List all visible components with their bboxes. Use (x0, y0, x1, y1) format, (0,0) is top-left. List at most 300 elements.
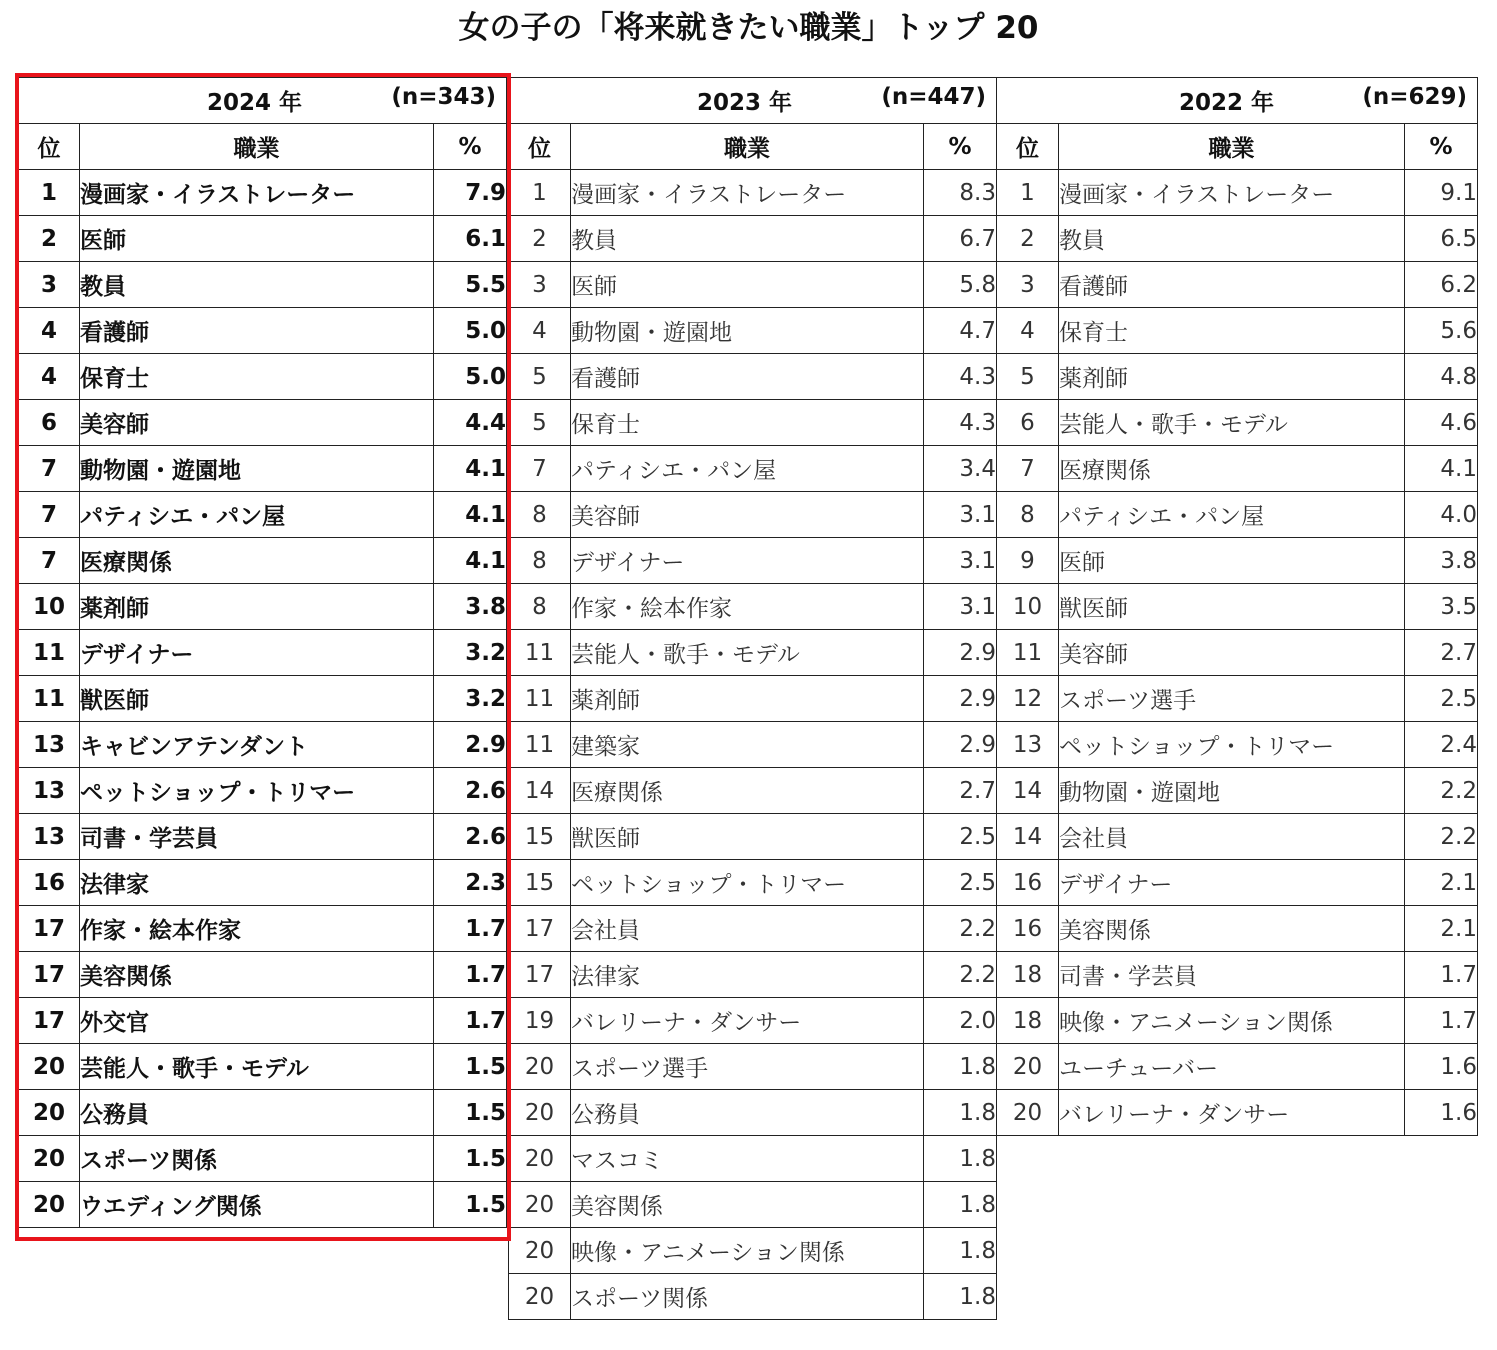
job-cell: 法律家 (80, 860, 434, 906)
percent-cell: 6.2 (1405, 262, 1478, 308)
job-cell: スポーツ関係 (571, 1274, 924, 1320)
table-row (509, 1090, 997, 1136)
rank-cell: 7 (19, 538, 80, 584)
table-row (997, 308, 1478, 354)
table-row (19, 768, 507, 814)
table-row (997, 446, 1478, 492)
table-row (997, 676, 1478, 722)
job-cell: 薬剤師 (571, 676, 924, 722)
job-cell: 会社員 (1059, 814, 1405, 860)
job-cell: 法律家 (571, 952, 924, 998)
job-cell: キャビンアテンダント (80, 722, 434, 768)
table-row (509, 262, 997, 308)
rank-cell: 13 (19, 722, 80, 768)
percent-cell: 4.3 (924, 354, 997, 400)
table-row (509, 906, 997, 952)
percent-cell: 2.1 (1405, 860, 1478, 906)
table-row (997, 860, 1478, 906)
job-cell: 獣医師 (1059, 584, 1405, 630)
rank-cell: 20 (19, 1136, 80, 1182)
job-cell: 獣医師 (571, 814, 924, 860)
year-header (509, 78, 997, 124)
table-row (509, 584, 997, 630)
percent-cell: 3.2 (434, 676, 507, 722)
table-row (997, 814, 1478, 860)
percent-cell: 3.4 (924, 446, 997, 492)
table-row (997, 400, 1478, 446)
table-row (997, 216, 1478, 262)
table-row (19, 722, 507, 768)
column-header-row (509, 124, 997, 170)
percent-cell: 4.3 (924, 400, 997, 446)
job-cell: 美容師 (1059, 630, 1405, 676)
rank-cell: 20 (19, 1044, 80, 1090)
table-row (509, 768, 997, 814)
percent-cell: 2.5 (924, 814, 997, 860)
sample-size: (n=447) (881, 84, 986, 110)
table-row (997, 354, 1478, 400)
rank-cell: 13 (997, 722, 1059, 768)
rank-cell: 10 (19, 584, 80, 630)
year-label: 2024 年 (207, 90, 303, 116)
table-row (19, 354, 507, 400)
table-row (509, 1228, 997, 1274)
percent-cell: 4.6 (1405, 400, 1478, 446)
rank-cell: 11 (509, 630, 571, 676)
percent-cell: 4.1 (434, 538, 507, 584)
job-cell: 映像・アニメーション関係 (1059, 998, 1405, 1044)
rank-cell: 5 (509, 354, 571, 400)
table-row (509, 216, 997, 262)
job-cell: 芸能人・歌手・モデル (1059, 400, 1405, 446)
job-cell: 動物園・遊園地 (1059, 768, 1405, 814)
job-cell: 教員 (1059, 216, 1405, 262)
percent-cell: 1.8 (924, 1228, 997, 1274)
table-row (19, 1182, 507, 1228)
job-cell: 動物園・遊園地 (571, 308, 924, 354)
rank-cell: 2 (509, 216, 571, 262)
table-row (997, 998, 1478, 1044)
rank-cell: 6 (997, 400, 1059, 446)
table-row (19, 860, 507, 906)
table-row (997, 170, 1478, 216)
percent-cell: 6.1 (434, 216, 507, 262)
job-cell: 保育士 (80, 354, 434, 400)
percent-cell: 3.5 (1405, 584, 1478, 630)
rank-cell: 1 (19, 170, 80, 216)
percent-cell: 1.6 (1405, 1044, 1478, 1090)
percent-cell: 2.7 (1405, 630, 1478, 676)
rank-cell: 5 (509, 400, 571, 446)
percent-cell: 1.8 (924, 1182, 997, 1228)
job-cell: スポーツ選手 (571, 1044, 924, 1090)
job-cell: バレリーナ・ダンサー (1059, 1090, 1405, 1136)
job-cell: バレリーナ・ダンサー (571, 998, 924, 1044)
rank-cell: 14 (997, 768, 1059, 814)
rank-cell: 20 (509, 1182, 571, 1228)
rank-cell: 6 (19, 400, 80, 446)
table-row (19, 446, 507, 492)
job-cell: 美容関係 (1059, 906, 1405, 952)
rank-cell: 14 (997, 814, 1059, 860)
job-cell: ペットショップ・トリマー (571, 860, 924, 906)
job-cell: 作家・絵本作家 (571, 584, 924, 630)
page-title: 女の子の「将来就きたい職業」トップ 20 (458, 10, 1039, 46)
percent-cell: 1.7 (434, 906, 507, 952)
rank-cell: 17 (19, 998, 80, 1044)
table-row (509, 814, 997, 860)
percent-cell: 5.8 (924, 262, 997, 308)
job-cell: 司書・学芸員 (80, 814, 434, 860)
job-cell: 獣医師 (80, 676, 434, 722)
job-cell: デザイナー (1059, 860, 1405, 906)
percent-cell: 2.7 (924, 768, 997, 814)
percent-cell: 2.2 (924, 952, 997, 998)
job-header: 職業 (1059, 124, 1405, 170)
percent-cell: 5.5 (434, 262, 507, 308)
job-cell: 医師 (571, 262, 924, 308)
rank-cell: 20 (19, 1182, 80, 1228)
percent-cell: 2.2 (1405, 814, 1478, 860)
rank-cell: 11 (997, 630, 1059, 676)
percent-cell: 1.8 (924, 1090, 997, 1136)
column-header-row (997, 124, 1478, 170)
rank-cell: 20 (509, 1090, 571, 1136)
percent-cell: 5.6 (1405, 308, 1478, 354)
percent-cell: 4.7 (924, 308, 997, 354)
table-row (19, 1044, 507, 1090)
percent-cell: 1.8 (924, 1274, 997, 1320)
job-cell: 保育士 (571, 400, 924, 446)
table-row (19, 492, 507, 538)
table-row (19, 1090, 507, 1136)
rank-cell: 9 (997, 538, 1059, 584)
percent-cell: 1.6 (1405, 1090, 1478, 1136)
rank-cell: 20 (509, 1044, 571, 1090)
table-row (509, 1274, 997, 1320)
rank-cell: 15 (509, 814, 571, 860)
sample-size: (n=343) (391, 84, 496, 110)
rank-cell: 4 (509, 308, 571, 354)
table-row (997, 584, 1478, 630)
job-cell: 教員 (80, 262, 434, 308)
percent-cell: 3.1 (924, 538, 997, 584)
table-row (19, 538, 507, 584)
job-cell: パティシエ・パン屋 (571, 446, 924, 492)
table-row (997, 768, 1478, 814)
percent-cell: 3.1 (924, 584, 997, 630)
percent-cell: 9.1 (1405, 170, 1478, 216)
rank-cell: 20 (509, 1136, 571, 1182)
job-cell: 教員 (571, 216, 924, 262)
rank-cell: 4 (19, 308, 80, 354)
percent-cell: 5.0 (434, 354, 507, 400)
rank-cell: 16 (997, 906, 1059, 952)
percent-cell: 3.8 (1405, 538, 1478, 584)
percent-header: % (434, 124, 507, 170)
percent-cell: 2.9 (924, 676, 997, 722)
rank-cell: 4 (997, 308, 1059, 354)
percent-cell: 7.9 (434, 170, 507, 216)
percent-cell: 4.1 (1405, 446, 1478, 492)
percent-cell: 5.0 (434, 308, 507, 354)
table-row (19, 308, 507, 354)
year-header (19, 78, 507, 124)
job-cell: ウエディング関係 (80, 1182, 434, 1228)
percent-cell: 1.8 (924, 1136, 997, 1182)
percent-header: % (1405, 124, 1478, 170)
ranking-table-2024 (18, 77, 507, 1228)
percent-cell: 2.6 (434, 814, 507, 860)
percent-cell: 1.7 (1405, 952, 1478, 998)
job-cell: ペットショップ・トリマー (1059, 722, 1405, 768)
percent-cell: 2.2 (924, 906, 997, 952)
percent-cell: 2.5 (924, 860, 997, 906)
job-cell: 薬剤師 (1059, 354, 1405, 400)
rank-cell: 20 (997, 1090, 1059, 1136)
year-label: 2023 年 (697, 90, 793, 116)
job-cell: 外交官 (80, 998, 434, 1044)
table-row (509, 630, 997, 676)
job-cell: 公務員 (571, 1090, 924, 1136)
percent-cell: 2.4 (1405, 722, 1478, 768)
rank-cell: 20 (509, 1228, 571, 1274)
percent-header: % (924, 124, 997, 170)
job-cell: 作家・絵本作家 (80, 906, 434, 952)
job-cell: 美容関係 (80, 952, 434, 998)
rank-cell: 11 (509, 722, 571, 768)
table-row (19, 262, 507, 308)
rank-cell: 16 (19, 860, 80, 906)
table-row (509, 1136, 997, 1182)
rank-cell: 17 (509, 906, 571, 952)
job-cell: パティシエ・パン屋 (80, 492, 434, 538)
table-row (997, 906, 1478, 952)
job-cell: ユーチューバー (1059, 1044, 1405, 1090)
rank-cell: 1 (997, 170, 1059, 216)
table-row (19, 814, 507, 860)
percent-cell: 1.7 (434, 998, 507, 1044)
table-row (19, 906, 507, 952)
table-row (509, 722, 997, 768)
percent-cell: 4.4 (434, 400, 507, 446)
percent-cell: 2.1 (1405, 906, 1478, 952)
rank-cell: 16 (997, 860, 1059, 906)
job-cell: 司書・学芸員 (1059, 952, 1405, 998)
rank-cell: 17 (509, 952, 571, 998)
job-cell: 美容師 (80, 400, 434, 446)
percent-cell: 3.8 (434, 584, 507, 630)
table-row (509, 400, 997, 446)
percent-cell: 1.5 (434, 1182, 507, 1228)
percent-cell: 2.9 (924, 722, 997, 768)
year-header-row (19, 78, 507, 124)
rank-cell: 3 (997, 262, 1059, 308)
percent-cell: 1.5 (434, 1044, 507, 1090)
job-cell: 医療関係 (1059, 446, 1405, 492)
table-row (997, 492, 1478, 538)
percent-cell: 6.5 (1405, 216, 1478, 262)
table-row (19, 216, 507, 262)
job-cell: デザイナー (571, 538, 924, 584)
percent-cell: 2.6 (434, 768, 507, 814)
percent-cell: 4.0 (1405, 492, 1478, 538)
job-cell: スポーツ関係 (80, 1136, 434, 1182)
rank-cell: 20 (997, 1044, 1059, 1090)
percent-cell: 4.1 (434, 492, 507, 538)
rank-header: 位 (509, 124, 571, 170)
table-row (997, 538, 1478, 584)
percent-cell: 6.7 (924, 216, 997, 262)
rank-cell: 7 (997, 446, 1059, 492)
rank-cell: 1 (509, 170, 571, 216)
ranking-table-2022 (996, 77, 1478, 1136)
job-cell: 動物園・遊園地 (80, 446, 434, 492)
rank-cell: 8 (509, 584, 571, 630)
table-row (19, 584, 507, 630)
rank-cell: 12 (997, 676, 1059, 722)
rank-cell: 14 (509, 768, 571, 814)
table-row (509, 170, 997, 216)
sample-size: (n=629) (1362, 84, 1467, 110)
rank-cell: 17 (19, 906, 80, 952)
rank-cell: 7 (19, 446, 80, 492)
percent-cell: 2.9 (924, 630, 997, 676)
job-cell: 芸能人・歌手・モデル (80, 1044, 434, 1090)
job-cell: 芸能人・歌手・モデル (571, 630, 924, 676)
rank-cell: 17 (19, 952, 80, 998)
rank-header: 位 (997, 124, 1059, 170)
table-row (509, 998, 997, 1044)
table-row (997, 1090, 1478, 1136)
rank-cell: 13 (19, 768, 80, 814)
rank-cell: 20 (19, 1090, 80, 1136)
year-header-row (997, 78, 1478, 124)
table-row (509, 952, 997, 998)
job-cell: 会社員 (571, 906, 924, 952)
rank-cell: 13 (19, 814, 80, 860)
percent-cell: 4.1 (434, 446, 507, 492)
rank-cell: 8 (997, 492, 1059, 538)
job-cell: 漫画家・イラストレーター (1059, 170, 1405, 216)
rank-cell: 20 (509, 1274, 571, 1320)
table-row (997, 262, 1478, 308)
rank-cell: 11 (19, 630, 80, 676)
percent-cell: 8.3 (924, 170, 997, 216)
year-header (997, 78, 1478, 124)
rank-cell: 18 (997, 952, 1059, 998)
rank-cell: 2 (997, 216, 1059, 262)
job-cell: 医師 (1059, 538, 1405, 584)
rank-cell: 10 (997, 584, 1059, 630)
percent-cell: 2.9 (434, 722, 507, 768)
table-row (19, 998, 507, 1044)
percent-cell: 2.2 (1405, 768, 1478, 814)
job-cell: 漫画家・イラストレーター (571, 170, 924, 216)
table-row (509, 860, 997, 906)
job-cell: 建築家 (571, 722, 924, 768)
percent-cell: 1.7 (1405, 998, 1478, 1044)
rank-cell: 11 (19, 676, 80, 722)
job-cell: 薬剤師 (80, 584, 434, 630)
job-cell: 映像・アニメーション関係 (571, 1228, 924, 1274)
job-cell: 看護師 (1059, 262, 1405, 308)
rank-cell: 19 (509, 998, 571, 1044)
rank-cell: 11 (509, 676, 571, 722)
job-cell: 美容関係 (571, 1182, 924, 1228)
table-row (509, 1044, 997, 1090)
table-row (509, 538, 997, 584)
job-cell: パティシエ・パン屋 (1059, 492, 1405, 538)
column-header-row (19, 124, 507, 170)
rank-cell: 8 (509, 492, 571, 538)
job-cell: 公務員 (80, 1090, 434, 1136)
job-cell: 看護師 (571, 354, 924, 400)
rank-cell: 3 (19, 262, 80, 308)
job-cell: スポーツ選手 (1059, 676, 1405, 722)
rank-cell: 4 (19, 354, 80, 400)
job-cell: 医療関係 (571, 768, 924, 814)
table-row (997, 952, 1478, 998)
percent-cell: 1.5 (434, 1090, 507, 1136)
percent-cell: 1.8 (924, 1044, 997, 1090)
table-row (19, 1136, 507, 1182)
table-row (509, 354, 997, 400)
table-row (19, 400, 507, 446)
job-cell: 美容師 (571, 492, 924, 538)
rank-cell: 18 (997, 998, 1059, 1044)
table-row (19, 676, 507, 722)
percent-cell: 1.7 (434, 952, 507, 998)
job-cell: 医療関係 (80, 538, 434, 584)
job-cell: 看護師 (80, 308, 434, 354)
table-row (509, 492, 997, 538)
job-header: 職業 (571, 124, 924, 170)
job-cell: 保育士 (1059, 308, 1405, 354)
rank-cell: 8 (509, 538, 571, 584)
rank-cell: 3 (509, 262, 571, 308)
percent-cell: 2.3 (434, 860, 507, 906)
percent-cell: 3.2 (434, 630, 507, 676)
percent-cell: 3.1 (924, 492, 997, 538)
rank-cell: 7 (509, 446, 571, 492)
rank-cell: 2 (19, 216, 80, 262)
job-cell: マスコミ (571, 1136, 924, 1182)
ranking-table-2023 (508, 77, 997, 1320)
rank-cell: 7 (19, 492, 80, 538)
rank-cell: 5 (997, 354, 1059, 400)
job-cell: デザイナー (80, 630, 434, 676)
table-row (19, 630, 507, 676)
percent-cell: 1.5 (434, 1136, 507, 1182)
job-cell: ペットショップ・トリマー (80, 768, 434, 814)
table-row (997, 1044, 1478, 1090)
table-row (509, 676, 997, 722)
year-label: 2022 年 (1179, 90, 1275, 116)
job-cell: 漫画家・イラストレーター (80, 170, 434, 216)
percent-cell: 2.0 (924, 998, 997, 1044)
table-row (997, 630, 1478, 676)
table-row (19, 952, 507, 998)
table-row (509, 308, 997, 354)
percent-cell: 4.8 (1405, 354, 1478, 400)
rank-cell: 15 (509, 860, 571, 906)
year-header-row (509, 78, 997, 124)
table-row (509, 1182, 997, 1228)
job-header: 職業 (80, 124, 434, 170)
percent-cell: 2.5 (1405, 676, 1478, 722)
table-row (997, 722, 1478, 768)
